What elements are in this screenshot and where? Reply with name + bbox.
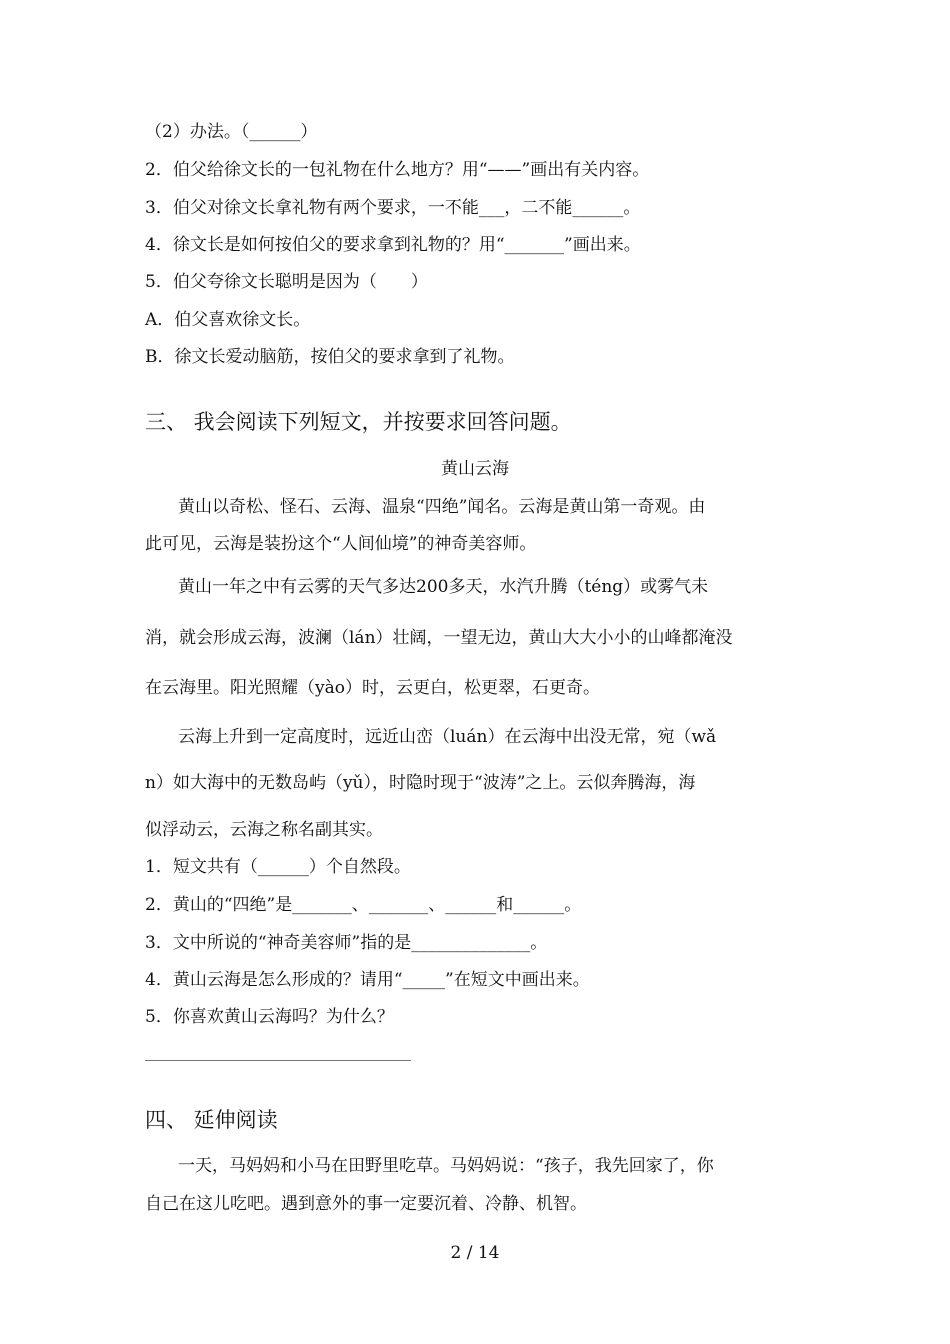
passage-line: 黄山以奇松、怪石、云海、温泉“四绝”闻名。云海是黄山第一奇观。由 <box>178 497 706 517</box>
question-3: 3．伯父对徐文长拿礼物有两个要求，一不能___，二不能______。 <box>145 198 641 218</box>
section-3-question-1: 1．短文共有（______）个自然段。 <box>145 857 411 877</box>
section-4-line: 自己在这儿吃吧。遇到意外的事一定要沉着、冷静、机智。 <box>145 1194 587 1214</box>
passage-line: 似浮动云，云海之称名副其实。 <box>145 820 383 840</box>
section-3-question-4: 4．黄山云海是怎么形成的？请用“_____”在短文中画出来。 <box>145 970 590 990</box>
section-3-question-5: 5．你喜欢黄山云海吗？为什么？ <box>145 1007 394 1027</box>
passage-line: n）如大海中的无数岛屿（yǔ），时隐时现于“波涛”之上。云似奔腾海，海 <box>145 773 696 793</box>
passage-line: 消，就会形成云海，波澜（lán）壮阔，一望无边，黄山大大小小的山峰都淹没 <box>145 628 733 648</box>
question-5: 5．伯父夸徐文长聪明是因为（ ） <box>145 272 428 292</box>
section-4-heading: 四、 延伸阅读 <box>145 1108 278 1132</box>
section-3-question-3: 3．文中所说的“神奇美容师”指的是______________。 <box>145 933 548 953</box>
option-b: B．徐文长爱动脑筋，按伯父的要求拿到了礼物。 <box>145 347 515 367</box>
passage-line: 云海上升到一定高度时，远近山峦（luán）在云海中出没无常，宛（wǎ <box>178 727 717 747</box>
passage-title: 黄山云海 <box>441 459 509 479</box>
question-1-item-2: （2）办法。（______） <box>145 122 318 142</box>
option-a: A．伯父喜欢徐文长。 <box>145 310 311 330</box>
question-4: 4．徐文长是如何按伯父的要求拿到礼物的？用“_______”画出来。 <box>145 235 641 255</box>
question-2: 2．伯父给徐文长的一包礼物在什么地方？用“——”画出有关内容。 <box>145 160 650 180</box>
passage-line: 黄山一年之中有云雾的天气多达200多天，水汽升腾（téng）或雾气未 <box>178 577 709 597</box>
section-3-question-2: 2．黄山的“四绝”是_______、_______、______和______。 <box>145 895 582 915</box>
answer-line <box>145 1060 411 1061</box>
page-number: 2 / 14 <box>450 1243 500 1263</box>
passage-line: 在云海里。阳光照耀（yào）时，云更白，松更翠，石更奇。 <box>145 678 600 698</box>
section-4-line: 一天，马妈妈和小马在田野里吃草。马妈妈说：“孩子，我先回家了，你 <box>178 1156 714 1176</box>
section-3-heading: 三、 我会阅读下列短文，并按要求回答问题。 <box>145 410 572 434</box>
passage-line: 此可见，云海是装扮这个“人间仙境”的神奇美容师。 <box>145 534 537 554</box>
